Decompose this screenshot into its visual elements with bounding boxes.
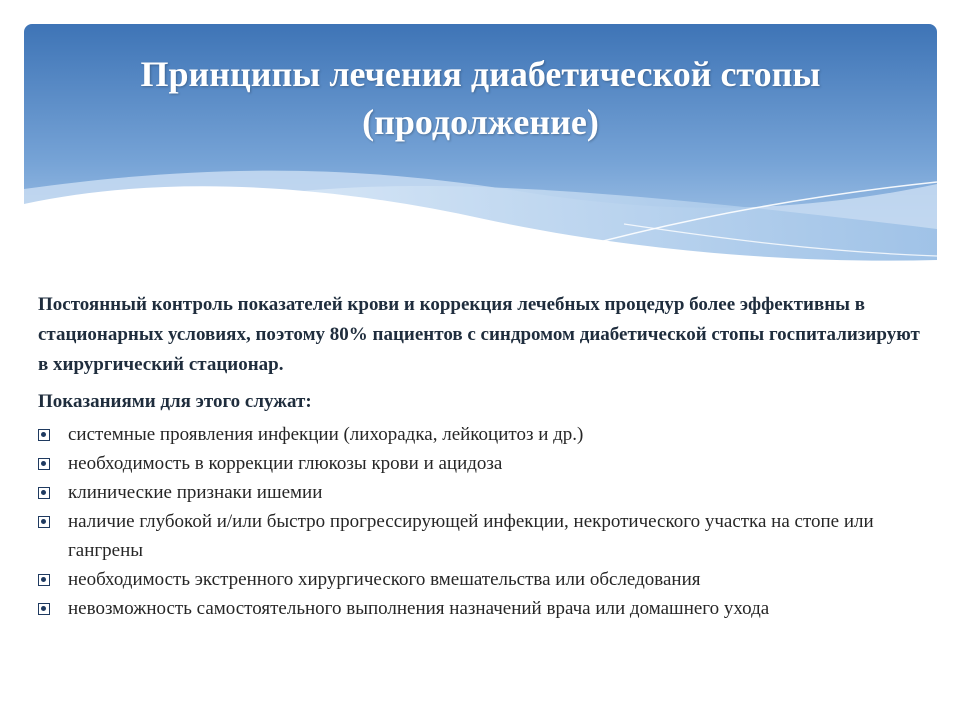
square-bullet-icon (38, 603, 50, 615)
intro-paragraph: Постоянный контроль показателей крови и коррекция лечебных процедур более эффективны в стационарных условиях, поэтому 80% пациентов с синдромом диабетической стопы госпитализируют в хирургический стационар. (38, 294, 920, 375)
list-item-text: клинические признаки ишемии (68, 482, 323, 503)
list-item (38, 565, 928, 594)
list-item-text: невозможность самостоятельного выполнения назначений врача или домашнего ухода (68, 598, 770, 619)
square-bullet-icon (38, 574, 50, 586)
list-item (38, 449, 928, 478)
indications-list (38, 420, 928, 623)
title-line-1: Принципы лечения диабетической стопы (140, 54, 821, 94)
list-item (38, 420, 928, 449)
list-item-text: системные проявления инфекции (лихорадка, лейкоцитоз и др.) (68, 424, 584, 445)
square-bullet-icon (38, 429, 50, 441)
slide-title (24, 50, 937, 146)
header-banner (24, 24, 937, 274)
list-item-text: необходимость в коррекции глюкозы крови и ацидоза (68, 453, 503, 474)
list-item-text: наличие глубокой и/или быстро прогрессирующей инфекции, некротического участка на стопе или гангрены (68, 511, 874, 561)
title-line-2: (продолжение) (362, 102, 599, 142)
square-bullet-icon (38, 487, 50, 499)
square-bullet-icon (38, 516, 50, 528)
list-item (38, 507, 928, 565)
list-item (38, 594, 928, 623)
list-item-text: необходимость экстренного хирургического вмешательства или обследования (68, 569, 701, 590)
square-bullet-icon (38, 458, 50, 470)
slide-content (38, 290, 928, 623)
indications-heading: Показаниями для этого служат: (38, 391, 312, 412)
list-item (38, 478, 928, 507)
